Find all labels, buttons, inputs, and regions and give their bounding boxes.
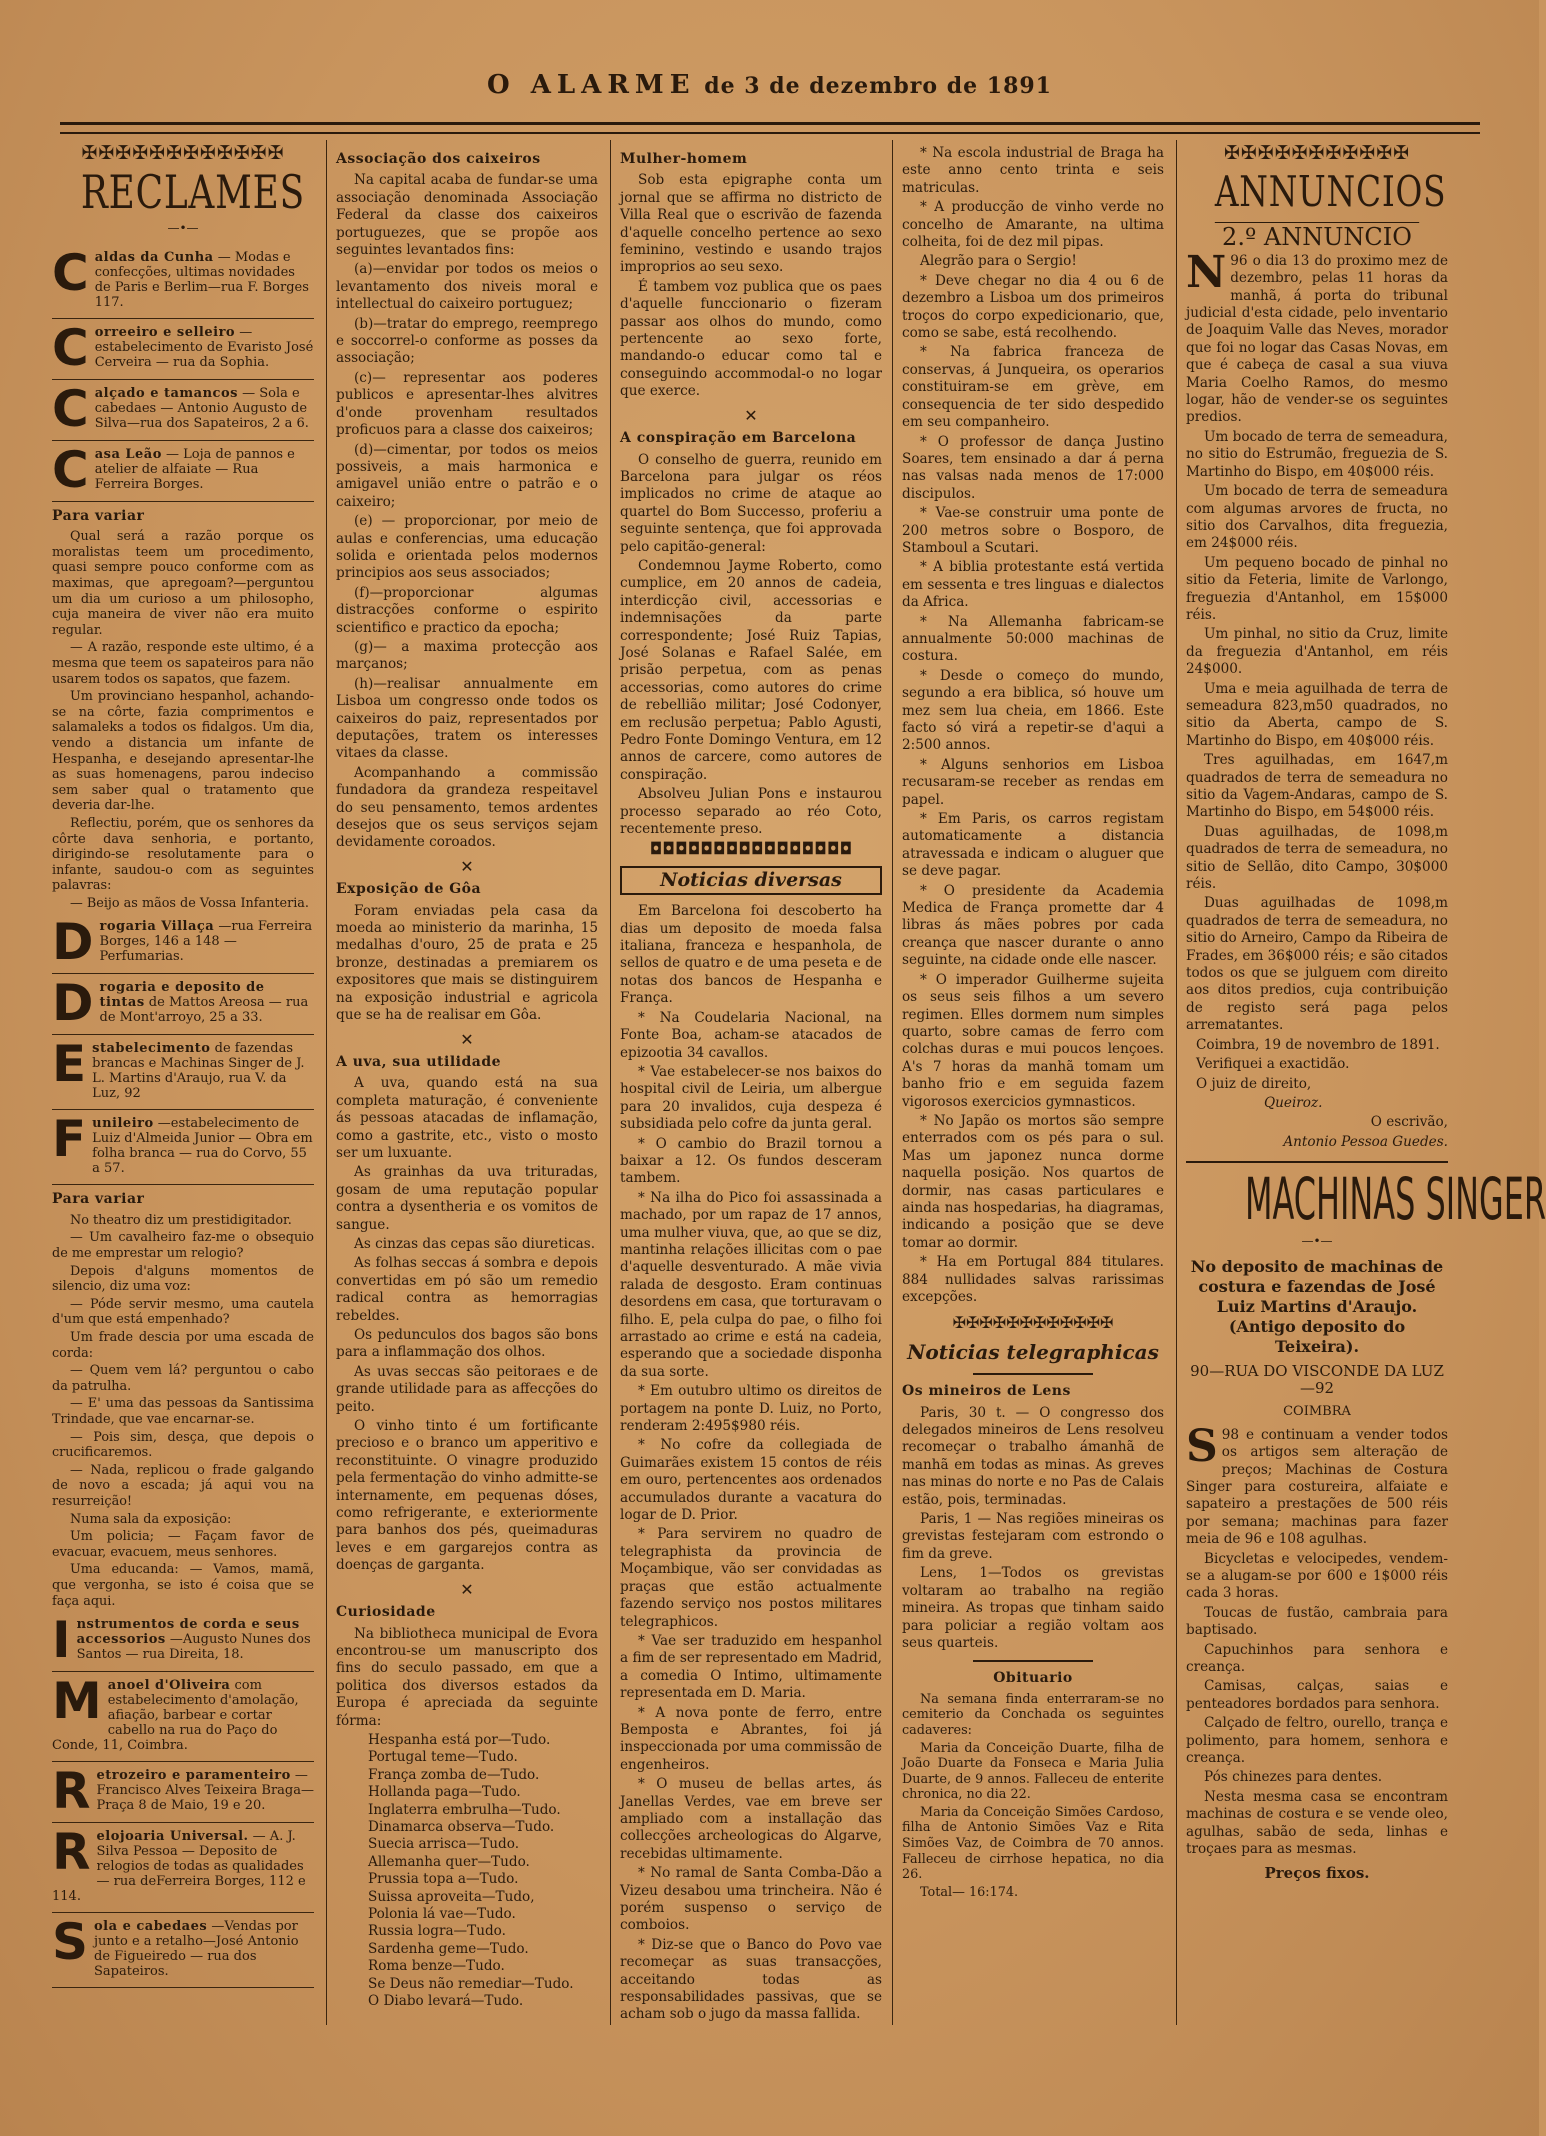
anuncio-paragraph: Um pequeno bocado de pinhal no sitio da Feteria, limite de Varlongo, freguezia d'Antanhol, em 15$000 réis. (1186, 554, 1448, 623)
curiosidade-list-item: Dinamarca observa—Tudo. (368, 1818, 555, 1835)
news-item: * No Japão os mortos são sempre enterrados com os pés para o sul. Mas um japonez nunca dorme naquella posição. Nos quartos de dormir, nas casas particulares e ainda nas hospedarias, ha diagramas, indicando a posição que se deve tomar ao dormir. (902, 1112, 1164, 1251)
news-item: * Na escola industrial de Braga ha este anno cento trinta e seis matriculas. (902, 145, 1164, 196)
drop-cap: S (52, 1913, 89, 1972)
ads-group-1 (52, 244, 314, 502)
escrivao-label: O escrivão, (1370, 1114, 1448, 1131)
article-conspiracao (620, 452, 882, 839)
ad-name: rogaria e deposito de tintas (99, 980, 265, 1011)
ad-description: — Sola e cabedaes — Antonio Augusto de Silva—rua dos Sapateiros, 2 a 6. (94, 385, 309, 431)
reclame-ad (52, 1110, 314, 1185)
ad-name: anoel d'Oliveira (107, 1678, 231, 1694)
anecdote-paragraph: Qual será a razão porque os moralistas teem um procedimento, quasi sempre pouco conforme com as maximas, que apregoam?—perguntou um dia um curioso a um philosopho, cuja maneira de viver não era muito regular. (52, 529, 314, 638)
news-item: * Em Paris, os carros registam automaticamente a distancia atravessada e indicam o aluguer que se deve pagar. (902, 811, 1164, 880)
news-item: * O imperador Guilherme sujeita os seus seis filhos a um severo regimen. Elles dormem num simples quarto, sobre camas de ferro com colchas duras e mui poucos lençoes. A's 7 horas da manhã tomam um banho frio e em seguida fazem vigorosos exercicios gymnasticos. (902, 971, 1164, 1110)
singer-subtitle: No deposito de machinas de costura e fazendas de José Luiz Martins d'Araujo. (Antigo deposito do Teixeira). (1190, 1256, 1444, 1356)
ad-description: —Augusto Nunes dos Santos — rua Direita, 18. (76, 1632, 311, 1663)
separator-icon: ✕ (460, 1029, 474, 1049)
column-divider (610, 140, 611, 2025)
news-item: * Vae ser traduzido em hespanhol a fim de ser representado em Madrid, a comedia O Intimo, ultimamente representada em D. Maria. (620, 1632, 882, 1702)
anuncio-paragraph: Tres aguilhadas, em 1647,m quadrados de terra de semeadura no sitio da Vagem-Andaras, campo de S. Martinho do Bispo, em 54$000 réis. (1186, 752, 1448, 821)
para-variar-heading: Para variar (52, 507, 145, 524)
ornament-stripe: ◘◘◘◘◘◘◘◘◘◘◘◘◘◘◘◘ (649, 839, 853, 859)
paragraph: Acompanhando a commissão fundadora da grandeza respeitavel do seu pensamento, temos ardentes desejos que os seus serviços sejam devidamente coroados. (336, 764, 598, 851)
curiosidade-list-item: Prussia topa a—Tudo. (368, 1871, 519, 1888)
curiosidade-list-item: Inglaterra embrulha—Tudo. (368, 1801, 561, 1818)
reclame-ad (52, 1823, 314, 1913)
anuncio-paragraph: Um bocado de terra de semeadura, no sitio do Estrumão, freguezia de S. Martinho do Bispo, em 40$000 réis. (1186, 428, 1448, 480)
section-title-annuncios: ANNUNCIOS (1215, 166, 1419, 223)
masthead-rule (60, 122, 1480, 134)
reclame-ad (52, 913, 314, 974)
singer-text (1186, 1420, 1448, 1859)
singer-paragraph: Nesta mesma casa se encontram machinas de costura e se vende oleo, agulhas, sabão de seda, linhas e troçaes para as mesmas. (1186, 1788, 1448, 1858)
divider (973, 1660, 1093, 1662)
curiosidade-list-item: Allemanha quer—Tudo. (368, 1853, 530, 1870)
ad-description: — estabelecimento de Evaristo José Cerveira — rua da Sophia. (94, 324, 314, 370)
news-item: * A biblia protestante está vertida em sessenta e tres linguas e dialectos da Africa. (902, 559, 1164, 611)
news-item: * Ha em Portugal 884 titulares. 884 nullidades salvas rarissimas excepções. (902, 1254, 1164, 1305)
issue-date: de 3 de dezembro de 1891 (704, 73, 1052, 99)
paragraph: (c)— representar aos poderes publicos e apresentar-lhes alvitres d'onde provenham resultados proficuos para a classe dos caixeiros; (336, 369, 598, 439)
paragraph: Na capital acaba de fundar-se uma associação denominada Associação Federal da classe dos caixeiros portuguezes, que se propõe aos seguintes levantados fins: (336, 172, 598, 259)
paragraph: (a)—envidar por todos os meios o levantamento dos niveis moral e intellectual do caixeiro portuguez; (336, 261, 598, 313)
anuncio-title: 2.º ANNUNCIO (1222, 223, 1412, 252)
anecdote-paragraph: Depois d'alguns momentos de silencio, diz uma voz: (52, 1263, 314, 1295)
section-title-noticias: Noticias diversas (620, 866, 882, 895)
article-heading: A uva, sua utilidade (336, 1053, 502, 1070)
column-divider (326, 140, 327, 2025)
paragraph: Os pedunculos dos bagos são bons para a inflammação dos olhos. (336, 1327, 598, 1361)
curiosidade-list-item: Portugal teme—Tudo. (368, 1749, 518, 1766)
news-item: * Vae estabelecer-se nos baixos do hospital civil de Leiria, um albergue para 20 invalidos, cuja despeza é subsidiada pelo cofre da junta geral. (620, 1063, 882, 1133)
anuncio-paragraph: Duas aguilhadas de 1098,m quadrados de terra de semeadura, no sitio do Arneiro, Campo da Ribeira de Frades, em 36$000 réis; e são citados todos os que se julguem com direito aos ditos predios, cuja contribuição de registo será paga pelos arrematantes. (1186, 895, 1448, 1034)
article-associacao (336, 172, 598, 851)
anecdote-paragraph: Um provinciano hespanhol, achando-se na côrte, fazia comprimentos e salamaleks a todos os fidalgos. Um dia, vendo a distancia um infante de Hespanha, e desejando apresentar-lhe as suas homenagens, parou indeciso sem saber qual o tratamento que deveria dar-lhe. (52, 689, 314, 814)
judge-name: Queiroz. (1264, 1094, 1323, 1111)
ad-text (52, 243, 314, 310)
anecdote-paragraph: — Nada, replicou o frade galgando de novo a escada; já aqui vou na resurreição! (52, 1462, 314, 1509)
obituario-text (902, 1692, 1164, 1883)
drop-cap: S (1186, 1420, 1218, 1472)
drop-cap: C (52, 440, 89, 499)
newspaper-title: O ALARME (487, 70, 696, 100)
divider-ornament: —•— (167, 221, 199, 236)
anuncio-number: 96 (1230, 252, 1253, 269)
ad-text (52, 1823, 314, 1905)
news-item: * Para servirem no quadro de telegraphista da provincia de Moçambique, vão ser convidadas as praças que estão actualmente fazendo serviço nos postos militares telegraphicos. (620, 1526, 882, 1630)
news-item: * O presidente da Academia Medica de França promette dar 4 libras ás mães pobres por cada creança que nascer durante o anno seguinte, na cidade onde elle nascer. (902, 882, 1164, 969)
drop-cap: F (52, 1110, 87, 1169)
anuncio-paragraph: Um bocado de terra de semeadura com algumas arvores de fructa, no sitio dos Carvalhos, dita freguezia, em 24$000 réis. (1186, 483, 1448, 552)
curiosidade-list-item: França zomba de—Tudo. (368, 1766, 540, 1783)
curiosidade-list-item: Suecia arrisca—Tudo. (368, 1836, 520, 1853)
telegram-paragraph: Lens, 1—Todos os grevistas voltaram ao trabalho na região mineira. As tropas que tinham saido para policiar a região voltam aos seus quarteis. (902, 1565, 1164, 1651)
ad-name: asa Leão (94, 446, 162, 462)
curiosidade-intro: Na bibliotheca municipal de Evora encontrou-se um manuscripto dos fins do seculo passado, em que a politica dos diversos estados da Europa é apreciada da seguinte fórma: (336, 1625, 598, 1729)
reclame-ad (52, 319, 314, 380)
paragraph: (h)—realisar annualmente em Lisboa um congresso onde todos os caixeiros do paiz, representados por deputações, tratem os interesses vitaes da classe. (336, 675, 598, 762)
anuncio-paragraph: Coimbra, 19 de novembro de 1891. (1196, 1036, 1440, 1053)
news-item: * Deve chegar no dia 4 ou 6 de dezembro a Lisboa um dos primeiros troços do corpo expedicionario, que, como se sabe, está recolhendo. (902, 272, 1164, 342)
singer-city: COIMBRA (1283, 1404, 1351, 1420)
section-title-telegraphicas: Noticias telegraphicas (907, 1339, 1159, 1364)
drop-cap: N (1186, 246, 1227, 298)
drop-cap: I (52, 1611, 71, 1670)
anuncio-paragraph: 96 N o dia 13 do proximo mez de dezembro, pelas 11 horas da manhã, á porta do tribunal judicial d'esta cidade, pelo inventario de Joaquim Valle das Neves, morador que foi no logar das Casas Novas, em que é cabeça de casal a sua viuva Maria Coelho Ramos, do mesmo logar, hão de vender-se os seguintes predios. (1186, 246, 1448, 426)
curiosidade-list-item: Hespanha está por—Tudo. (368, 1731, 551, 1748)
curiosidade-list (336, 1732, 598, 2011)
article-mineiros (902, 1405, 1164, 1653)
column-annuncios (1186, 142, 1546, 1884)
singer-title: MACHINAS SINGER (1244, 1165, 1546, 1234)
singer-paragraph: Calçado de feltro, ourello, trança e polimento, para homem, senhora e creança. (1186, 1715, 1448, 1767)
ads-group-2 (52, 913, 314, 1185)
ad-description: de Mattos Areosa — rua de Mont'arroyo, 25 a 33. (99, 995, 309, 1026)
singer-paragraph: Bicycletas e velocipedes, vendem-se a alugam-se por 600 e 1$000 réis cada 3 horas. (1186, 1550, 1448, 1602)
drop-cap: C (52, 318, 89, 377)
column-3 (620, 145, 882, 2026)
singer-paragraph: 98 S e continuam a vender todos os artigos sem alteração de preços; Machinas de Costura Singer para costureira, alfaiate e sapateiro a prestações de 500 réis por semana; machinas para fazer meia de 96 e 108 agulhas. (1186, 1420, 1448, 1548)
article-uva (336, 1075, 598, 1574)
anuncio-paragraph: O juiz de direito, (1196, 1075, 1312, 1092)
drop-cap: C (52, 379, 89, 438)
anuncio-paragraph: Duas aguilhadas, de 1098,m quadrados de terra de semeadura, no sitio de Sellão, dito Campo, 30$000 réis. (1186, 823, 1448, 893)
ad-text (52, 1611, 314, 1670)
ad-name: elojoaria Universal. (96, 1829, 249, 1845)
drop-cap: C (52, 243, 89, 302)
news-item: * No ramal de Santa Comba-Dão a Vizeu desabou uma trincheira. Não é porém suspenso o serviço de comboios. (620, 1865, 882, 1934)
news-item: * No cofre da collegiada de Guimarães existem 15 contos de réis em ouro, pertencentes aos ordenados accumulados durante a vacatura do logar de D. Prior. (620, 1437, 882, 1524)
separator-icon: ✕ (744, 405, 758, 425)
article-exposicao (336, 903, 598, 1025)
news-item: Em Barcelona foi descoberto ha dias um deposito de moeda falsa italiana, franceza e hespanhola, de sellos de quatro e de uma peseta e de notas dos bancos de Hespanha e França. (620, 903, 882, 1007)
telegram-paragraph: Paris, 1 — Nas regiões mineiras os grevistas festejaram com estrondo o fim da greve. (902, 1511, 1164, 1562)
news-item: * Em outubro ultimo os direitos de portagem na ponte D. Luiz, no Porto, renderam 2:495$980 réis. (620, 1383, 882, 1435)
news-item: * Na ilha do Pico foi assassinada a machado, por um rapaz de 17 annos, uma mulher viuva, que, ao que se diz, mantinha relações illicitas com o pae d'aquelle desventurado. A mãe vivia ralada de desgosto. Eram continuas desordens em casa, que torturavam o filho. E, pela culpa do pae, o filho foi arrastado ao crime e está na cadeia, esperando que a sociedade disponha da sua sorte. (620, 1189, 882, 1380)
obituario-heading: Obituario (993, 1670, 1073, 1687)
curiosidade-list-item: Suissa aproveita—Tudo, (368, 1888, 535, 1905)
ad-name: ola e cabedaes (94, 1919, 208, 1935)
ad-name: nstrumentos de corda e seus accessorios (76, 1617, 300, 1648)
article-heading: Mulher-homem (620, 151, 748, 167)
ad-description: —rua Ferreira Borges, 146 a 148 — Perfumarias. (99, 919, 313, 965)
ad-description: —Vendas por junto e a retalho—José Antonio de Figueiredo — rua dos Sapateiros. (94, 1919, 299, 1980)
singer-address: 90—RUA DO VISCONDE DA LUZ—92 (1190, 1361, 1444, 1397)
news-item: Alegrão para o Sergio! (920, 253, 1077, 270)
anecdote-paragraph: — Póde servir mesmo, uma cautela d'um que está empenhado? (52, 1296, 314, 1328)
paragraph: As folhas seccas á sombra e depois convertidas em pó são um remedio radical contra as hemorragias rebeldes. (336, 1255, 598, 1324)
paragraph: É tambem voz publica que os paes d'aquelle funccionario o fizeram passar aos olhos do mundo, como pertencente ao sexo forte, mandando-o educar como tal e conseguindo accommodal-o no logar que exerce. (620, 278, 882, 400)
article-heading: Curiosidade (336, 1604, 436, 1621)
drop-cap: D (52, 913, 94, 972)
news-item: * O museu de bellas artes, ás Janellas Verdes, vae em breve ser ampliado com a installação das collecções archeologicas do Algarve, recebidas ultimamente. (620, 1776, 882, 1862)
para-variar-heading: Para variar (52, 1191, 145, 1208)
anecdote-paragraph: Numa sala da exposição: (70, 1511, 232, 1527)
singer-paragraph: Toucas de fustão, cambraia para baptisado. (1186, 1604, 1448, 1639)
anecdote-paragraph: Reflectiu, porém, que os senhores da côrte dava senhoria, e portanto, dirigindo-se resolutamente para o infante, saudou-o com as seguintes palavras: (52, 815, 314, 894)
precos-fixos: Preços fixos. (1264, 1863, 1370, 1882)
news-item: * Desde o começo do mundo, segundo a era biblica, só houve um mez sem lua cheia, em 1866. Este facto só virá a repetir-se d'aqui a 2:500 annos. (902, 667, 1164, 754)
curiosidade-list-item: Sardenha geme—Tudo. (368, 1940, 529, 1957)
ad-description: —Francisco Alves Teixeira Braga—Praça 8 de Maio, 19 e 20. (96, 1768, 314, 1814)
curiosidade-list-item: Roma benze—Tudo. (368, 1958, 505, 1975)
reclame-ad (52, 1611, 314, 1672)
ornament-stripe: ✠✠✠✠✠✠✠✠✠✠✠✠ (952, 1313, 1114, 1333)
singer-paragraph: Camisas, calças, saias e penteadores bordados para senhora. (1186, 1678, 1448, 1712)
anecdote-paragraph: — Quem vem lá? perguntou o cabo da patrulha. (52, 1363, 314, 1394)
paragraph: (g)— a maxima protecção aos marçanos; (336, 638, 598, 673)
obituario-total: Total— 16:174. (920, 1884, 1019, 1900)
column-reclames (52, 142, 314, 1988)
paragraph: Condemnou Jayme Roberto, como cumplice, em 20 annos de cadeia, interdicção civil, accessorias e indemnisações da parte correspondente; José Ruiz Tapias, José Solanas e Rafael Salée, em prisão perpetua, com as penas accessorias, como autores do crime de rebellião militar; José Codonyer, em reclusão perpetua; Pablo Agusti, Pedro Fonte Domingo Ventura, em 12 annos de carcere, como autores de conspiração. (620, 557, 882, 783)
ad-name: etrozeiro e paramenteiro (96, 1768, 291, 1784)
paragraph: As grainhas da uva trituradas, gosam de uma reputação popular contra a dysentheria e os vomitos de sangue. (336, 1164, 598, 1233)
paragraph: Foram enviadas pela casa da moeda ao ministerio da marinha, 15 medalhas d'ouro, 25 de prata e 25 bronze, destinadas a premiarem os expositores que mais se distinguirem na exposição industrial e agricola que se ha de realisar em Gôa. (336, 902, 598, 1024)
para-variar-text (52, 529, 314, 911)
ad-text (52, 1762, 314, 1821)
divider-ornament: —•— (1301, 1234, 1333, 1249)
ad-text (52, 379, 314, 438)
paragraph: (b)—tratar do emprego, reemprego e soccorrel-o conforme as posses da associação; (336, 315, 598, 367)
para-variar-text (52, 1213, 314, 1609)
separator-icon: ✕ (460, 1579, 474, 1599)
reclame-ad (52, 244, 314, 319)
news-item: * Vae-se construir uma ponte de 200 metros sobre o Bosporo, de Stamboul a Scutari. (902, 505, 1164, 556)
article-heading: Exposição de Gôa (336, 881, 482, 898)
paragraph: Absolveu Julian Pons e instaurou processo separado ao réo Coto, recentemente preso. (620, 786, 882, 838)
reclame-ad (52, 1035, 314, 1110)
noticias-list-continued (902, 145, 1164, 1306)
news-item: * Diz-se que o Banco do Povo vae recomeçar as suas transacções, acceitando todas as responsabilidades passivas, que se acham sob o jugo da massa fallida. (620, 1936, 882, 2023)
ad-name: stabelecimento (92, 1041, 211, 1057)
ad-description: —estabelecimento de Luiz d'Almeida Junior — Obra em folha branca — rua do Corvo, 55 a 57. (92, 1116, 313, 1177)
masthead (0, 70, 1539, 100)
ad-name: aldas da Cunha (94, 249, 214, 265)
anecdote-paragraph: No theatro diz um prestidigitador. (70, 1212, 292, 1228)
drop-cap: M (52, 1672, 102, 1731)
curiosidade-list-item: O Diabo levará—Tudo. (368, 1993, 524, 2010)
paragraph: (f)—proporcionar algumas distracções conforme o espirito scientifico e practico da epocha; (336, 584, 598, 636)
ad-name: orreeiro e selleiro (94, 324, 236, 340)
anuncio-paragraph: Um pinhal, no sitio da Cruz, limite da freguezia d'Antanhol, em réis 24$000. (1186, 626, 1448, 678)
column-4 (902, 145, 1164, 1902)
paragraph: O vinho tinto é um fortificante precioso e o branco um apperitivo e reconstituinte. O vinagre produzido pela fermentação do vinho admitte-se internamente, em pequenas dóses, como refrigerante, e exteriormente para banhos dos pés, queimaduras leves e em gargarejos contra as doenças de garganta. (336, 1418, 598, 1574)
news-item: * A producção de vinho verde no concelho de Amarante, na ultima colheita, foi de dez mil pipas. (902, 199, 1164, 251)
paragraph: O conselho de guerra, reunido em Barcelona para julgar os réos implicados no crime de ataque ao quartel do Bom Successo, proferiu a seguinte sentença, que foi approvada pelo capitão-general: (620, 451, 882, 555)
ad-description: — A. J. Silva Pessoa — Deposito de relogios de todas as qualidades — rua deFerreira Borges, 112 e 114. (52, 1829, 306, 1905)
ad-name: unileiro (92, 1116, 154, 1132)
curiosidade-list-item: Russia logra—Tudo. (368, 1923, 506, 1940)
singer-paragraph: Capuchinhos para senhora e creança. (1186, 1641, 1448, 1676)
ad-text (52, 1035, 314, 1102)
paragraph: A uva, quando está na sua completa maturação, é conveniente ás pessoas atacadas de inflamação, como a gastrite, etc., visto o mosto ser um luxuante. (336, 1075, 598, 1161)
divider (973, 1373, 1093, 1375)
ad-name: rogaria Villaça (99, 919, 215, 935)
escrivao-name: Antonio Pessoa Guedes. (1283, 1133, 1448, 1150)
paragraph: As uvas seccas são peitoraes e de grande utilidade para as affecções do peito. (336, 1363, 598, 1415)
anecdote-paragraph: — A razão, responde este ultimo, é a mesma que teem os sapateiros para não usarem todos os sapatos, que fazem. (52, 640, 314, 687)
article-heading: A conspiração em Barcelona (620, 430, 857, 447)
news-item: * Alguns senhorios em Lisboa recusaram-se receber as rendas em papel. (902, 756, 1164, 808)
paragraph: As cinzas das cepas são diureticas. (354, 1235, 596, 1252)
news-item: * A nova ponte de ferro, entre Bemposta e Abrantes, foi já inspeccionada por uma commissão de engenheiros. (620, 1704, 882, 1773)
drop-cap: E (52, 1035, 87, 1094)
article-heading: Associação dos caixeiros (336, 151, 541, 167)
anecdote-paragraph: — E' uma das pessoas da Santissima Trindade, que vae encarnar-se. (52, 1396, 314, 1427)
section-title-reclames: RECLAMES (80, 165, 305, 220)
anuncio-paragraph: Verifiquei a exactidão. (1196, 1056, 1350, 1073)
news-item: * O cambio do Brazil tornou a baixar a 12. Os fundos desceram tambem. (620, 1135, 882, 1187)
reclame-ad (52, 1672, 314, 1762)
paragraph: (e) — proporcionar, por meio de aulas e conferencias, uma educação solida e orientada pelos modernos principios aos seus associados; (336, 513, 598, 582)
ad-text (52, 440, 314, 499)
ad-description: — Modas e confecções, ultimas novidades de Paris e Berlim—rua F. Borges 117. (94, 249, 309, 310)
obituario-paragraph: Na semana finda enterraram-se no cemiterio da Conchada os seguintes cadaveres: (902, 1691, 1164, 1738)
obituario-paragraph: Maria da Conceição Duarte, filha de João Duarte da Fonseca e Maria Julia Duarte, de 9 annos. Falleceu de enterite chronica, no dia 22. (902, 1740, 1164, 1803)
paragraph: Sob esta epigraphe conta um jornal que se affirma no districto de Villa Real que o escrivão de fazenda d'aquelle concelho pertence ao sexo feminino, vestindo e usando trajos improprios ao seu sexo. (620, 172, 882, 276)
ad-text (52, 318, 314, 377)
noticias-list (620, 903, 882, 2024)
anecdote-paragraph: Um frade descia por uma escada de corda: (52, 1330, 314, 1361)
reclame-ad (52, 1762, 314, 1823)
reclame-ad (52, 441, 314, 502)
ad-name: alçado e tamancos (94, 385, 238, 401)
news-item: * Na fabrica franceza de conservas, á Junqueira, os operarios constituiram-se em grève, em consequencia de ter sido despedido em seu companheiro. (902, 344, 1164, 431)
drop-cap: D (52, 974, 94, 1033)
column-2 (336, 145, 598, 2010)
news-item: * O professor de dança Justino Soares, tem ensinado a dar á perna nas valsas nada menos de 17:000 discipulos. (902, 433, 1164, 502)
drop-cap: R (52, 1823, 91, 1882)
ad-description: de fazendas brancas e Machinas Singer de J. L. Martins d'Araujo, rua V. da Luz, 92 (92, 1041, 305, 1102)
article-heading: Os mineiros de Lens (902, 1383, 1071, 1400)
ornament-border: ✠✠✠✠✠✠✠✠✠✠✠ (1223, 142, 1411, 164)
ads-group-3 (52, 1611, 314, 1988)
news-item: * Na Coudelaria Nacional, na Fonte Boa, acham-se atacados de epizootia 34 cavallos. (620, 1009, 882, 1061)
anuncio-paragraph: Uma e meia aguilhada de terra de semeadura 823,m50 quadrados, no sitio da Aberta, campo de S. Martinho do Bispo, em 40$000 réis. (1186, 680, 1448, 749)
anecdote-paragraph: — Pois sim, desça, que depois o crucificaremos. (52, 1429, 314, 1461)
column-divider (1176, 140, 1177, 2025)
column-divider (892, 140, 893, 2025)
singer-paragraph: Pós chinezes para dentes. (1204, 1769, 1383, 1786)
singer-number: 98 (1221, 1426, 1247, 1443)
reclame-ad (52, 380, 314, 441)
anecdote-paragraph: Um policia; — Façam favor de evacuar, evacuem, meus senhores. (52, 1529, 314, 1560)
ornament-border: ✠✠✠✠✠✠✠✠✠✠✠✠ (81, 142, 285, 164)
paragraph: (d)—cimentar, por todos os meios possiveis, a mais harmonica e amigavel união entre o patrão e o caixeiro; (336, 441, 598, 510)
anecdote-paragraph: Uma educanda: — Vamos, mamã, que vergonha, se isto é coisa que se faça aqui. (52, 1562, 314, 1609)
ad-description: — Loja de pannos e atelier de alfaiate — Rua Ferreira Borges. (94, 446, 295, 492)
curiosidade-list-item: Hollanda paga—Tudo. (368, 1784, 521, 1801)
reclame-ad (52, 974, 314, 1035)
telegram-paragraph: Paris, 30 t. — O congresso dos delegados mineiros de Lens resolveu recomeçar o trabalho ámanhã de manhã em todas as minas. As greves nas minas do norte e no Pas de Calais estão, pois, terminadas. (902, 1404, 1164, 1508)
curiosidade-list-item: Se Deus não remediar—Tudo. (368, 1975, 574, 1992)
reclame-ad (52, 1913, 314, 1988)
ad-text (52, 1913, 314, 1980)
news-item: * Na Allemanha fabricam-se annualmente 50:000 machinas de costura. (902, 613, 1164, 665)
curiosidade-list-item: Polonia lá vae—Tudo. (368, 1906, 516, 1922)
article-mulher-homem (620, 172, 882, 400)
anecdote-paragraph: — Um cavalheiro faz-me o obsequio de me emprestar um relogio? (52, 1230, 314, 1262)
anuncio-text (1186, 246, 1448, 1093)
anecdote-paragraph: — Beijo as mãos de Vossa Infanteria. (70, 895, 310, 911)
obituario-paragraph: Maria da Conceição Simões Cardoso, filha de Antonio Simões Vaz e Rita Simões Vaz, de Coimbra de 70 annos. Falleceu de cirrhose hepatica, no dia 26. (902, 1804, 1164, 1883)
drop-cap: R (52, 1762, 91, 1821)
ad-description: com estabelecimento d'amolação, afiação, barbear e cortar cabello na rua do Paço do Conde, 11, Coimbra. (52, 1678, 299, 1754)
separator-icon: ✕ (460, 856, 474, 876)
ad-text (52, 1110, 314, 1177)
